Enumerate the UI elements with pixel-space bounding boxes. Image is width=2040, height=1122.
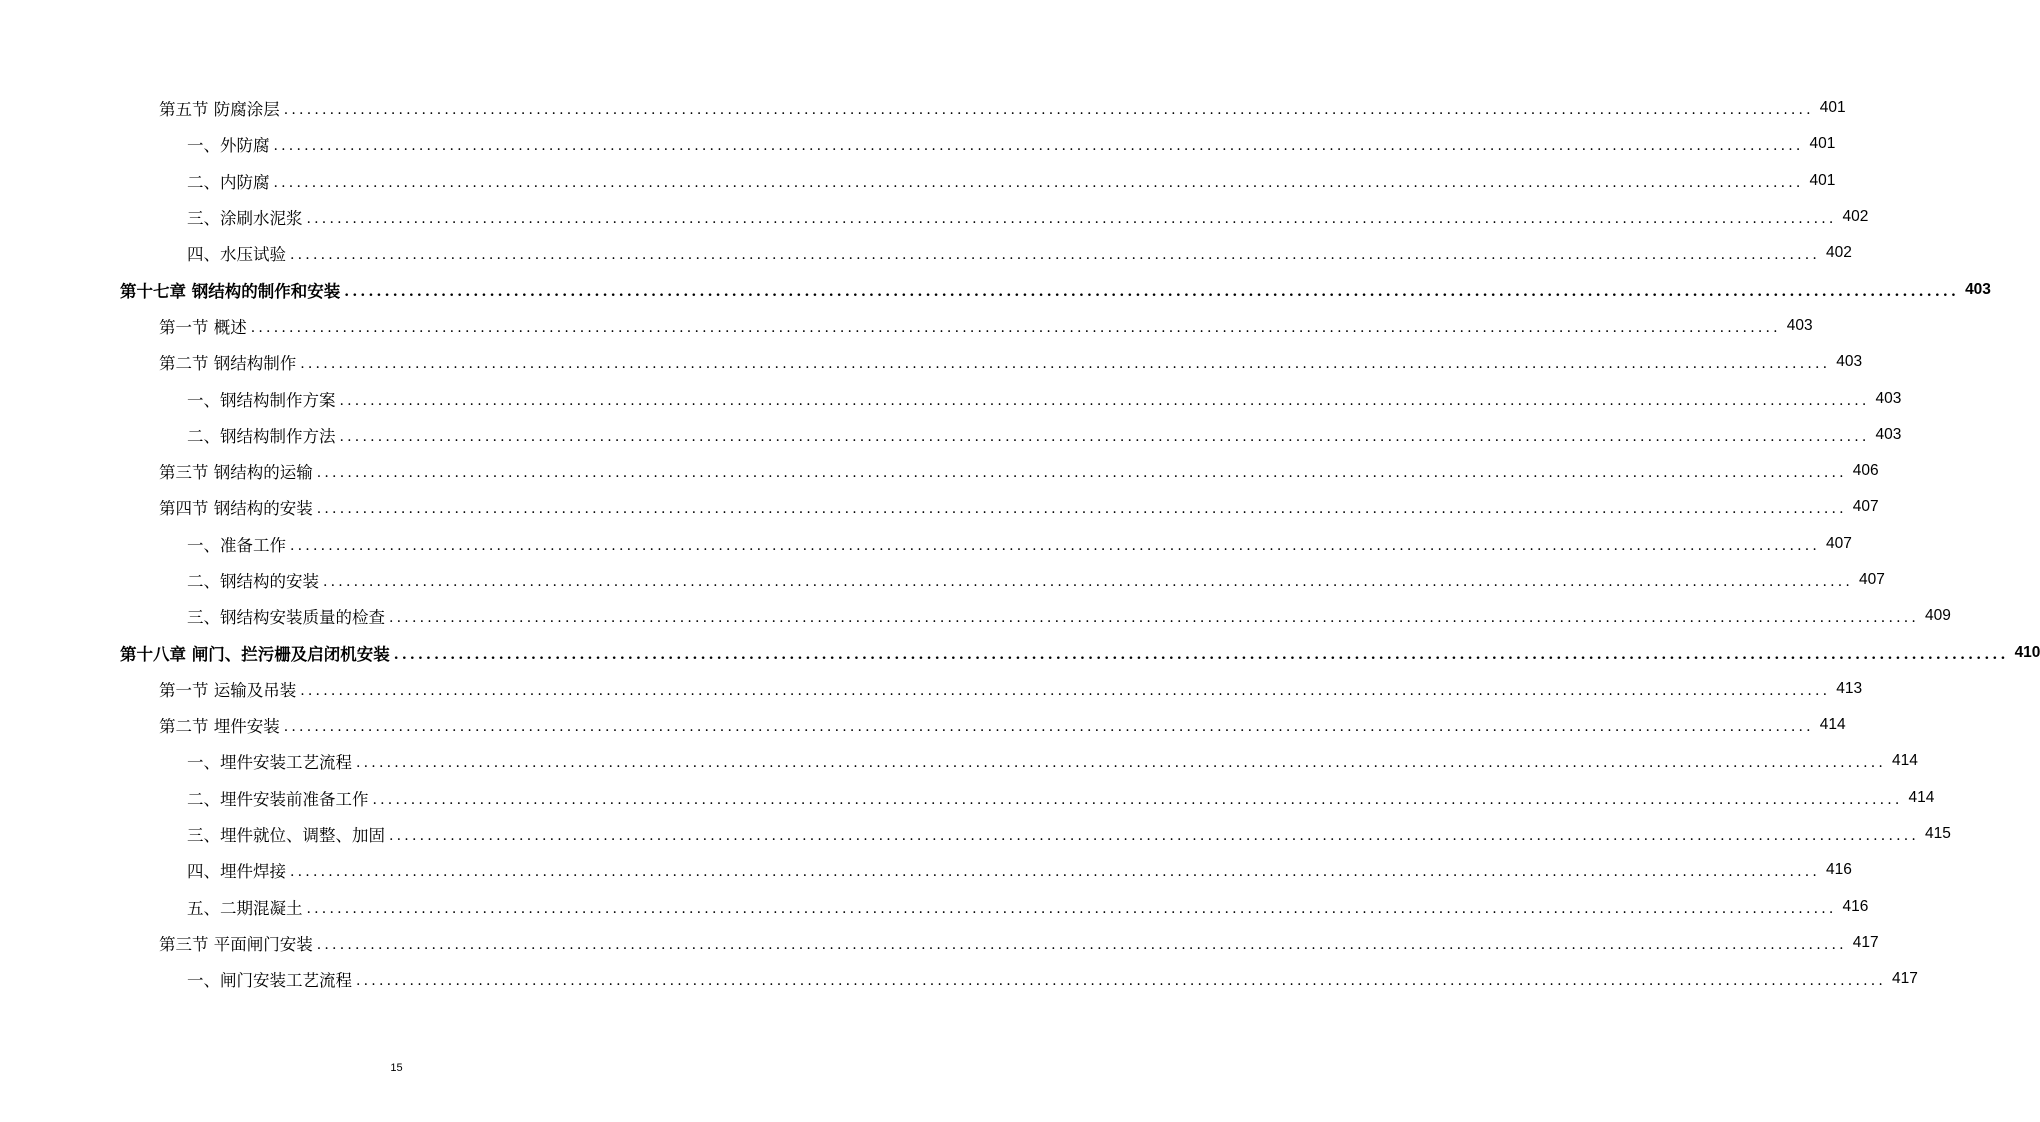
toc-entry-page: 401 [1809,171,1836,189]
toc-entry-page: 407 [1859,571,1885,588]
toc-entry-title: 第十七章 钢结构的制作和安装 [120,281,341,301]
toc-entry-page: 407 [1826,534,1852,552]
toc-entry-page: 402 [1842,208,1869,226]
dot-leader: ........................................................................................................................................................................................................ [306,211,1837,228]
dot-leader: ........................................................................................................................................................................................................ [250,319,1781,336]
dot-leader: ........................................................................................................................................................................................................ [389,610,1920,627]
toc-entry-page: 401 [1809,135,1836,153]
toc-entry-title: 二、内防腐 [187,172,270,192]
toc-entry[interactable] [0,780,1935,816]
dot-leader: ........................................................................................................................................................................................................ [283,102,1814,119]
toc-entry-page: 403 [1875,389,1902,407]
table-of-contents [0,90,2040,997]
toc-entry-page: 401 [1819,99,1846,117]
dot-leader: ........................................................................................................................................................................................................ [283,719,1814,736]
dot-leader: ........................................................................................................................................................................................................ [300,682,1831,699]
toc-entry-title: 一、闸门安装工艺流程 [187,971,352,991]
toc-entry-page: 403 [1786,316,1813,334]
toc-entry-title: 第二节 埋件安装 [159,717,280,737]
toc-entry[interactable] [0,562,1885,598]
toc-entry[interactable] [0,526,1852,562]
toc-entry-page: 403 [1965,280,1991,298]
toc-entry-page: 417 [1852,933,1879,951]
toc-entry[interactable] [0,126,1836,162]
toc-entry-title: 第三节 平面闸门安装 [159,934,313,954]
dot-leader: ........................................................................................................................................................................................................ [339,428,1870,445]
toc-entry-title: 四、埋件焊接 [187,862,286,882]
toc-entry-title: 第十八章 闸门、拦污栅及启闭机安装 [120,644,390,664]
toc-entry-title: 一、外防腐 [187,136,270,156]
toc-entry[interactable] [0,417,1902,453]
toc-entry[interactable] [0,308,1813,344]
toc-entry[interactable] [0,707,1846,743]
dot-leader: ........................................................................................................................................................................................................ [290,537,1821,554]
toc-entry[interactable] [0,961,1918,997]
toc-entry-page: 415 [1925,825,1951,843]
toc-entry-page: 402 [1826,244,1852,262]
page-number: 15 [390,1062,403,1074]
toc-entry-title: 五、二期混凝土 [187,898,303,918]
toc-entry-page: 403 [1875,425,1902,443]
dot-leader: ........................................................................................................................................................................................................ [372,791,1903,808]
dot-leader: ........................................................................................................................................................................................................ [290,864,1821,881]
toc-entry[interactable] [0,489,1879,525]
toc-entry[interactable] [0,671,1863,707]
toc-entry-page: 403 [1836,353,1863,371]
toc-entry[interactable] [0,235,1852,271]
toc-entry-page: 406 [1852,462,1879,480]
toc-entry-title: 一、钢结构制作方案 [187,390,336,410]
toc-entry-title: 第四节 钢结构的安装 [159,499,313,519]
dot-leader: ........................................................................................................................................................................................................ [356,755,1887,772]
toc-entry-title: 第二节 钢结构制作 [159,354,297,374]
toc-entry-title: 第五节 防腐涂层 [159,100,280,120]
toc-entry-page: 416 [1842,897,1869,915]
toc-entry-page: 410 [2014,643,2040,661]
toc-entry[interactable] [0,925,1879,961]
dot-leader: ........................................................................................................................................................................................................ [316,501,1847,518]
toc-entry-title: 四、水压试验 [187,245,286,265]
toc-entry-page: 413 [1836,679,1863,697]
toc-entry-page: 409 [1925,607,1951,625]
toc-entry-page: 417 [1892,970,1918,988]
toc-chapter-entry[interactable] [0,634,2040,670]
toc-entry-title: 二、埋件安装前准备工作 [187,789,369,809]
toc-entry[interactable] [0,380,1902,416]
toc-entry-title: 一、准备工作 [187,535,286,555]
toc-entry-title: 三、埋件就位、调整、加固 [187,826,385,846]
toc-entry-page: 414 [1908,788,1935,806]
dot-leader: ........................................................................................................................................................................................................ [339,392,1870,409]
toc-entry[interactable] [0,199,1869,235]
dot-leader: ........................................................................................................................................................................................................ [300,356,1831,373]
dot-leader: ........................................................................................................................................................................................................ [393,646,2009,663]
dot-leader: ........................................................................................................................................................................................................ [273,174,1804,191]
toc-entry-page: 414 [1892,752,1918,770]
toc-entry[interactable] [0,852,1852,888]
toc-entry-title: 一、埋件安装工艺流程 [187,753,352,773]
dot-leader: ........................................................................................................................................................................................................ [316,465,1847,482]
toc-entry-page: 414 [1819,716,1846,734]
dot-leader: ........................................................................................................................................................................................................ [316,936,1847,953]
toc-entry-title: 第一节 概述 [159,317,247,337]
toc-entry-title: 第三节 钢结构的运输 [159,463,313,483]
toc-entry[interactable] [0,90,1846,126]
toc-entry[interactable] [0,743,1918,779]
dot-leader: ........................................................................................................................................................................................................ [323,574,1854,590]
toc-entry[interactable] [0,344,1863,380]
toc-entry[interactable] [0,163,1836,199]
toc-entry-title: 二、钢结构的安装 [187,572,319,591]
toc-chapter-entry[interactable] [0,271,1991,307]
toc-entry[interactable] [0,816,1951,852]
dot-leader: ........................................................................................................................................................................................................ [344,283,1960,300]
toc-entry-page: 407 [1852,498,1879,516]
toc-entry-page: 416 [1826,861,1852,879]
toc-entry-title: 二、钢结构制作方法 [187,426,336,446]
toc-entry[interactable] [0,889,1869,925]
toc-entry-title: 三、钢结构安装质量的检查 [187,608,385,628]
dot-leader: ........................................................................................................................................................................................................ [290,247,1821,264]
dot-leader: ........................................................................................................................................................................................................ [306,900,1837,917]
toc-entry[interactable] [0,453,1879,489]
toc-entry-title: 第一节 运输及吊装 [159,680,297,700]
toc-entry-title: 三、涂刷水泥浆 [187,209,303,229]
dot-leader: ........................................................................................................................................................................................................ [389,828,1920,845]
dot-leader: ........................................................................................................................................................................................................ [273,138,1804,155]
toc-entry[interactable] [0,598,1951,634]
dot-leader: ........................................................................................................................................................................................................ [356,973,1887,990]
